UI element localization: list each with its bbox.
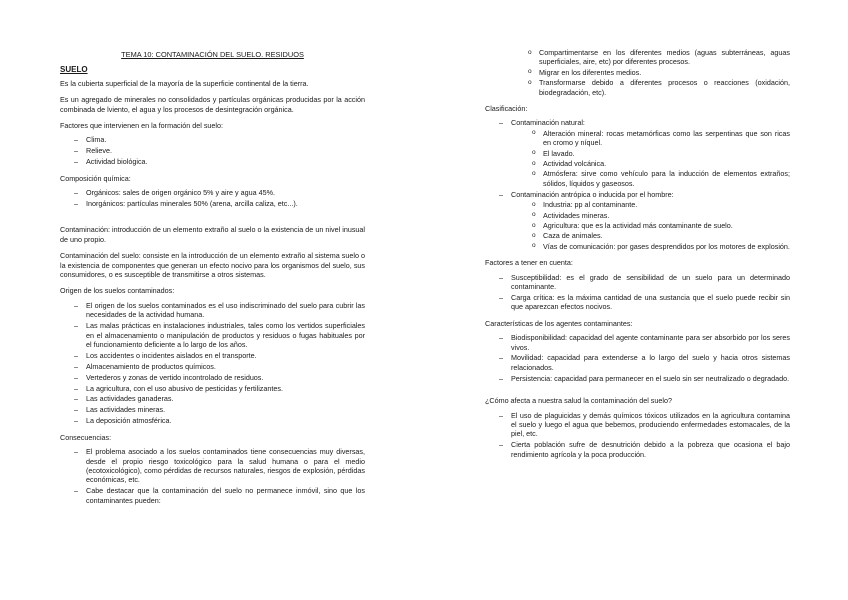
list-item: – Orgánicos: sales de origen orgánico 5% y aire y agua 45%. — [60, 188, 365, 197]
composicion-block — [60, 174, 365, 209]
clasificacion-intro: Clasificación: — [485, 104, 528, 114]
list-item: o Atmósfera: sirve como vehículo para la inducción de elementos extraños; sólidos, líquidos y gaseosos. — [521, 169, 790, 188]
composicion-intro: Composición química: — [60, 173, 131, 183]
suelo-paragraph-1: Es la cubierta superficial de la mayoría de la superficie continental de la tierra. — [60, 78, 309, 88]
natural-label: Contaminación natural: — [511, 118, 585, 128]
list-item: – Las actividades ganaderas. — [60, 394, 365, 403]
salud-block — [485, 396, 790, 459]
composicion-list — [60, 188, 365, 208]
factores-intro: Factores que intervienen en la formación del suelo: — [60, 121, 224, 131]
natural-list — [521, 129, 790, 188]
contaminant-behavior-list — [485, 48, 790, 97]
list-item: – El problema asociado a los suelos contaminados tiene consecuencias muy diversas, desde el propio riesgo toxicológico para la salud humana o para el medio (ecotoxicológico), como pérdidas de recursos naturales, riesgos de explosión, pérdidas económicas, etc. — [60, 447, 365, 485]
list-item: – Inorgánicos: partículas minerales 50% (arena, arcilla caliza, etc...). — [60, 199, 365, 208]
list-item: – Clima. — [60, 135, 365, 144]
list-item — [485, 190, 790, 251]
contaminacion-paragraph-1: Contaminación: introducción de un elemento extraño al suelo o la existencia de un nivel inusual de uno propio. — [60, 225, 365, 244]
factores-cuenta-list — [485, 273, 790, 312]
list-item: o Alteración mineral: rocas metamórficas como las serpentinas que son ricas en cromo y níquel. — [521, 129, 790, 148]
list-item: – Las malas prácticas en instalaciones industriales, tales como los vertidos superficiales en el almacenamiento o manipulación de productos y residuos o fugas habituales por el funcionamiento deficiente a lo largo de los años. — [60, 321, 365, 349]
antropica-label: Contaminación antrópica o inducida por el hombre: — [511, 189, 674, 199]
right-column — [485, 48, 790, 466]
page-title: TEMA 10: CONTAMINACIÓN DEL SUELO. RESIDUOS — [121, 50, 304, 59]
list-item: o Migrar en los diferentes medios. — [517, 68, 790, 77]
list-item: – Relieve. — [60, 146, 365, 155]
factores-list — [60, 135, 365, 166]
list-item — [485, 118, 790, 188]
consecuencias-list — [60, 447, 365, 505]
list-item: – Cabe destacar que la contaminación del suelo no permanece inmóvil, sino que los contaminantes pueden: — [60, 486, 365, 505]
list-item: – Cierta población sufre de desnutrición debido a la pobreza que ocasiona el bajo rendimiento agrícola y la poca producción. — [485, 440, 790, 459]
list-item: o Industria: pp al contaminante. — [521, 200, 790, 209]
factores-cuenta-block — [485, 258, 790, 312]
list-item: – Persistencia: capacidad para permanecer en el suelo sin ser neutralizado o degradado. — [485, 374, 790, 383]
consecuencias-intro: Consecuencias: — [60, 432, 112, 442]
list-item: – Susceptibilidad: es el grado de sensibilidad de un suelo para un determinado contaminante. — [485, 273, 790, 292]
list-item: o Transformarse debido a diferentes procesos o reacciones (oxidación, biodegradación, etc). — [517, 78, 790, 97]
left-column — [60, 50, 365, 512]
caracteristicas-block — [485, 319, 790, 383]
antropica-list — [521, 200, 790, 251]
origen-list — [60, 301, 365, 426]
list-item: – Los accidentes o incidentes aislados en el transporte. — [60, 351, 365, 360]
list-item: – Almacenamiento de productos químicos. — [60, 362, 365, 371]
clasificacion-list — [485, 118, 790, 251]
list-item: o Actividades mineras. — [521, 211, 790, 220]
list-item: o El lavado. — [521, 149, 790, 158]
list-item: – El uso de plaguicidas y demás químicos tóxicos utilizados en la agricultura contamina el suelo y luego el agua que bebemos, produciendo enfermedades estomacales, de la piel, etc. — [485, 411, 790, 439]
caracteristicas-intro: Características de los agentes contaminantes: — [485, 318, 633, 328]
suelo-paragraph-2: Es un agregado de minerales no consolidados y partículas orgánicas producidas por la acción combinada de lviento, el agua y los procesos de desintegración orgánica. — [60, 95, 365, 114]
list-item: – La agricultura, con el uso abusivo de pesticidas y fertilizantes. — [60, 384, 365, 393]
salud-intro: ¿Cómo afecta a nuestra salud la contaminación del suelo? — [485, 396, 672, 406]
list-item: – El origen de los suelos contaminados es el uso indiscriminado del suelo para cubrir las necesidades de la actividad humana. — [60, 301, 365, 320]
list-item: – Movilidad: capacidad para extenderse a lo largo del suelo y hacia otros sistemas relacionados. — [485, 353, 790, 372]
list-item: o Compartimentarse en los diferentes medios (aguas subterráneas, aguas superficiales, aire, etc) por diferentes procesos. — [517, 48, 790, 67]
list-item: o Caza de animales. — [521, 231, 790, 240]
origen-intro: Origen de los suelos contaminados: — [60, 286, 175, 296]
clasificacion-block — [485, 104, 790, 251]
list-item: o Actividad volcánica. — [521, 159, 790, 168]
list-item: o Agricultura: que es la actividad más contaminante de suelo. — [521, 221, 790, 230]
list-item: – Vertederos y zonas de vertido incontrolado de residuos. — [60, 373, 365, 382]
list-item: o Vías de comunicación: por gases desprendidos por los motores de explosión. — [521, 242, 790, 251]
consecuencias-block — [60, 433, 365, 505]
list-item: – Biodisponibilidad: capacidad del agente contaminante para ser absorbido por los seres vivos. — [485, 333, 790, 352]
salud-list — [485, 411, 790, 460]
factores-cuenta-intro: Factores a tener en cuenta: — [485, 258, 573, 268]
factores-block — [60, 121, 365, 167]
contaminacion-paragraph-2: Contaminación del suelo: consiste en la introducción de un elemento extraño al sistema suelo o la existencia de componentes que generan un efecto nocivo para los organismos del suelo, sus consumidores, o es susceptible de transmitirse a otros sistemas. — [60, 251, 365, 279]
suelo-heading: SUELO — [60, 65, 88, 75]
list-item: – Carga crítica: es la máxima cantidad de una sustancia que el suelo puede recibir sin que aparezcan efectos nocivos. — [485, 293, 790, 312]
list-item: – Actividad biológica. — [60, 157, 365, 166]
caracteristicas-list — [485, 333, 790, 383]
list-item: – La deposición atmosférica. — [60, 416, 365, 425]
list-item: – Las actividades mineras. — [60, 405, 365, 414]
origen-block — [60, 286, 365, 425]
